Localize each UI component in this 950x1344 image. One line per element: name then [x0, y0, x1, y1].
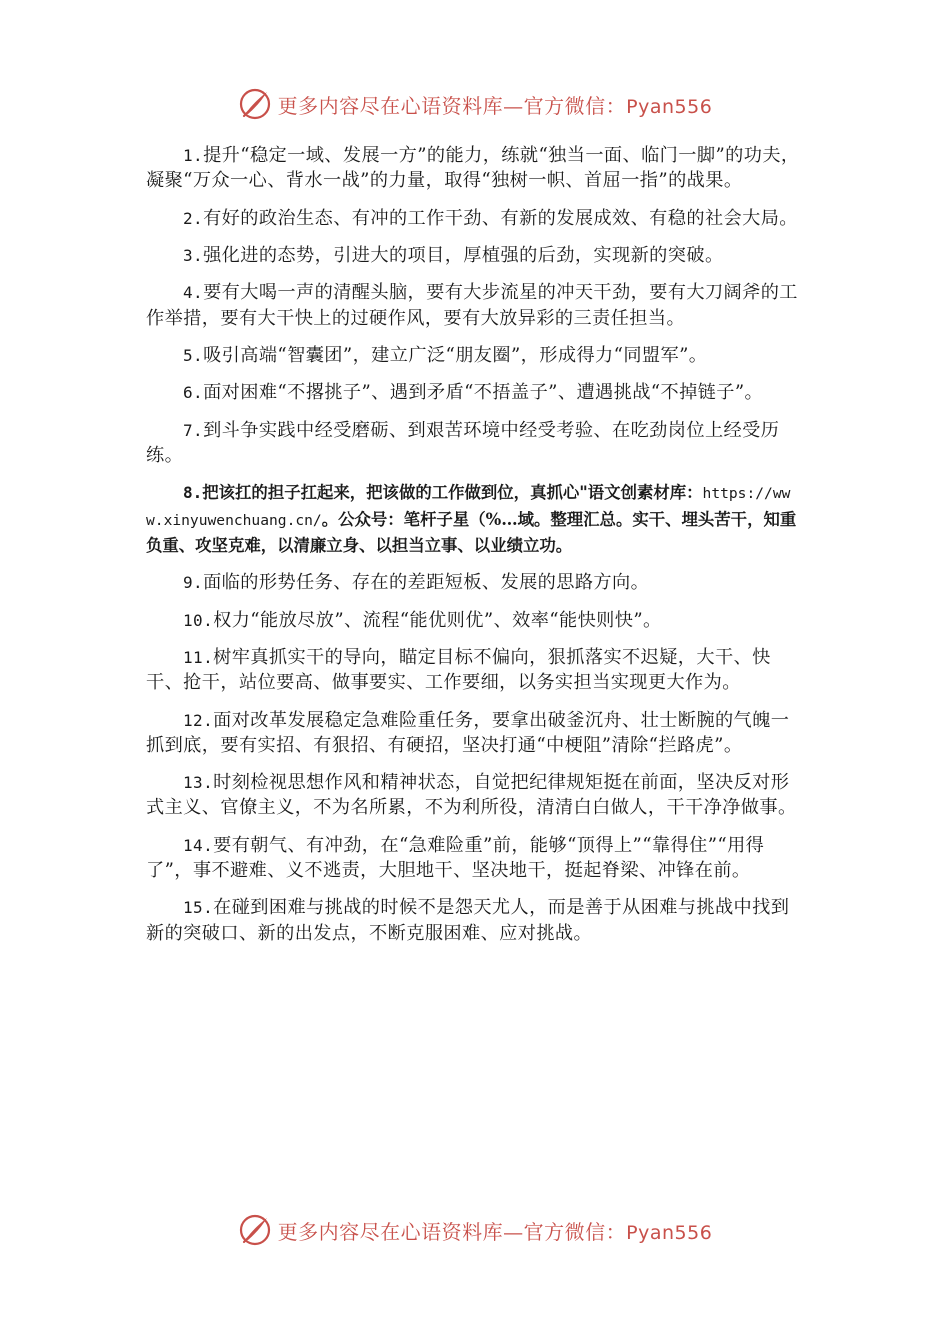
list-item: 12.面对改革发展稳定急难险重任务，要拿出破釜沉舟、壮士断腕的气魄一抓到底，要有实招、有狠招、有硬招，坚决打通“中梗阻”清除“拦路虎”。 — [146, 709, 790, 756]
quill-pen-icon — [238, 1213, 272, 1247]
document-body — [146, 143, 806, 958]
list-item: 8.把该扛的担子扛起来，把该做的工作做到位，真抓心"语文创素材库：https://www.xinyuwenchuang.cn/。公众号：笔杆子星（%…域。整理汇总。实干、埋头苦干，知重负重、攻坚克难，以清廉立身、以担当立事、以业绩立功。 — [146, 483, 797, 555]
list-item: 9.面临的形势任务、存在的差距短板、发展的思路方向。 — [183, 572, 650, 594]
banner-label: 更多内容尽在心语资料库—官方微信：Pyan556 — [277, 1219, 713, 1244]
list-item: 1.提升“稳定一域、发展一方”的能力，练就“独当一面、临门一脚”的功夫，凝聚“万众一心、背水一战”的力量，取得“独树一帜、首屈一指”的战果。 — [146, 145, 800, 192]
list-item: 13.时刻检视思想作风和精神状态，自觉把纪律规矩挺在前面，坚决反对形式主义、官僚主义，不为名所累，不为利所役，清清白白做人，干干净净做事。 — [146, 772, 797, 819]
list-item: 4.要有大喝一声的清醒头脑，要有大步流星的冲天干劲，要有大刀阔斧的工作举措，要有大干快上的过硬作风，要有大放异彩的三责任担当。 — [146, 282, 798, 329]
quill-pen-icon — [238, 87, 272, 121]
list-item: 2.有好的政治生态、有冲的工作干劲、有新的发展成效、有稳的社会大局。 — [183, 207, 798, 229]
source-link[interactable]: https://www.xinyuwenchuang.cn/ — [146, 485, 791, 529]
list-item: 15.在碰到困难与挑战的时候不是怨天尤人，而是善于从困难与挑战中找到新的突破口、新的出发点，不断克服困难、应对挑战。 — [146, 897, 790, 944]
list-item: 7.到斗争实践中经受磨砺、到艰苦环境中经受考验、在吃劲岗位上经受历练。 — [146, 419, 780, 466]
footer-banner — [0, 1208, 950, 1252]
list-item: 10.权力“能放尽放”、流程“能优则优”、效率“能快则快”。 — [183, 609, 662, 631]
banner-label: 更多内容尽在心语资料库—官方微信：Pyan556 — [277, 93, 713, 118]
list-item: 3.强化进的态势，引进大的项目，厚植强的后劲，实现新的突破。 — [183, 244, 724, 266]
list-item: 5.吸引高端“智囊团”，建立广泛“朋友圈”，形成得力“同盟军”。 — [183, 344, 708, 366]
list-item: 11.树牢真抓实干的导向，瞄定目标不偏向，狠抓落实不迟疑，大干、快干、抢干，站位要高、做事要实、工作要细，以务实担当实现更大作为。 — [146, 646, 771, 694]
list-item: 14.要有朝气、有冲劲，在“急难险重”前，能够“顶得上”“靠得住”“用得了”，事不避难、义不逃责，大胆地干、坚决地干，挺起脊梁、冲锋在前。 — [146, 834, 765, 881]
list-item: 6.面对困难“不撂挑子”、遇到矛盾“不捂盖子”、遭遇挑战“不掉链子”。 — [183, 382, 764, 404]
header-banner — [0, 82, 950, 126]
